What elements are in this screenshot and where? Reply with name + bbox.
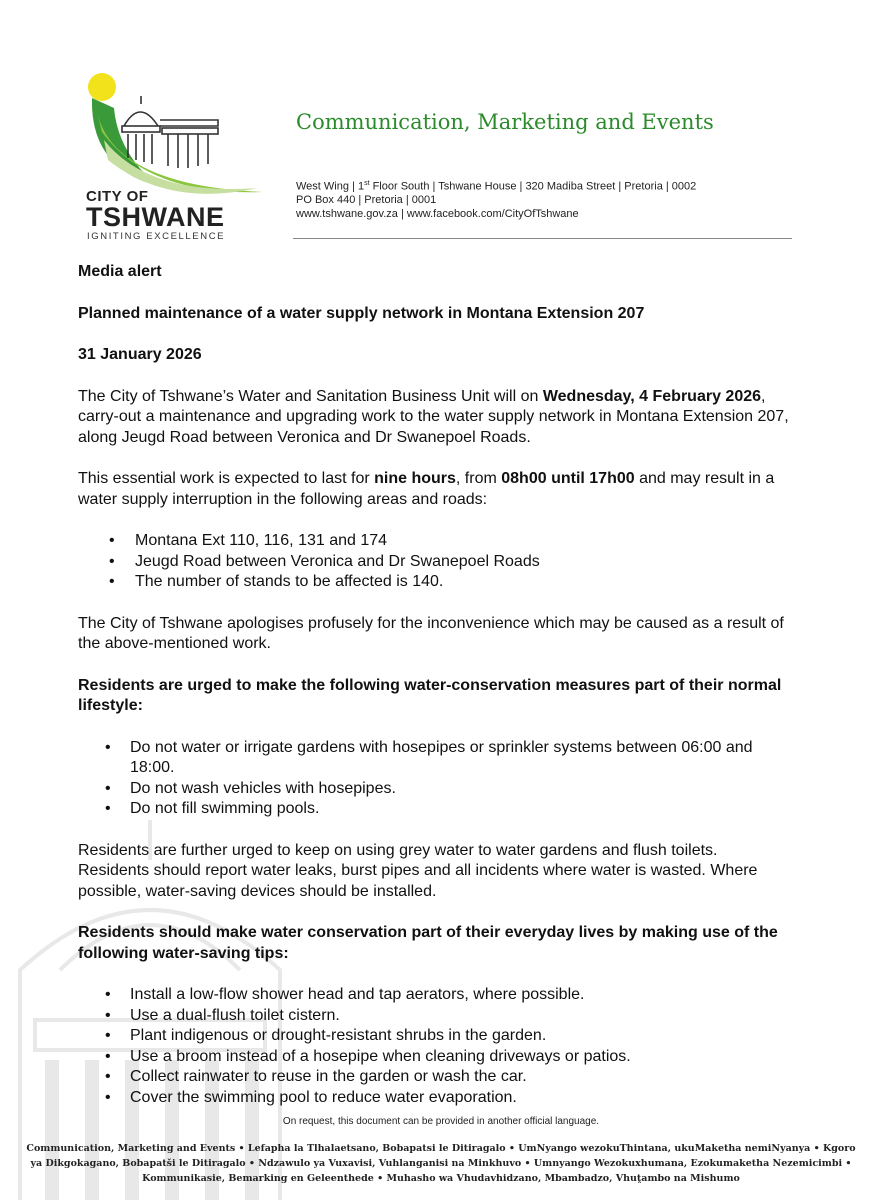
measures-heading: Residents are urged to make the following water-conservation measures part of their normal lifestyle: xyxy=(78,676,782,714)
building-icon xyxy=(122,96,218,168)
document-body xyxy=(78,262,792,1108)
apology-paragraph: The City of Tshwane apologises profusely for the inconvenience which may be caused as a result of the above-mentioned work. xyxy=(78,614,784,652)
grey-water-paragraph: Residents are further urged to keep on using grey water to water gardens and flush toilets. Residents should report water leaks, burst pipes and all incidents where water is wasted. Where possible, water-saving devices should be installed. xyxy=(78,841,758,900)
alert-type: Media alert xyxy=(78,263,162,280)
department-title: Communication, Marketing and Events xyxy=(296,110,714,134)
alert-title: Planned maintenance of a water supply network in Montana Extension 207 xyxy=(78,304,645,322)
list-item: • Do not water or irrigate gardens with hosepipes or sprinkler systems between 06:00 and 18:00. xyxy=(105,738,753,776)
list-item: • Install a low-flow shower head and tap aerators, where possible. xyxy=(105,986,585,1003)
language-note: On request, this document can be provided in another official language. xyxy=(282,1116,600,1127)
measures-list xyxy=(78,738,792,820)
affected-areas-list xyxy=(78,531,792,593)
sun-icon xyxy=(88,73,116,101)
multilingual-footer: Communication, Marketing and Events • Lefapha la Tlhalaetsano, Bobapatsi le Ditiragalo • UmNyango wezokuThintana, ukuMaketha nemiNyanya • Kgoro ya Dikgokagano, Bobapatši le Ditiragalo • Ndzawulo ya Vuxavisi, Vuhlanganisi na Minkhuvo • Umnyango Wezokuxhumana, Ezokumaketha Nezemicimbi • Kommunikasie, Bemarking en Geleenthede • Muhasho wa Vhudavhidzano, Mbambadzo, Vhuṱambo na Mishumo xyxy=(26,1143,856,1184)
tips-heading: Residents should make water conservation part of their everyday lives by making use of the following water-saving tips: xyxy=(78,924,778,962)
list-item: • Do not wash vehicles with hosepipes. xyxy=(105,779,396,797)
list-item: • Use a broom instead of a hosepipe when cleaning driveways or patios. xyxy=(105,1047,631,1065)
tips-list xyxy=(78,985,792,1108)
duration-paragraph: This essential work is expected to last for nine hours, from 08h00 until 17h00 and may result in a water supply interruption in the following areas and roads: xyxy=(78,470,775,508)
logo-tagline: IGNITING EXCELLENCE xyxy=(87,231,226,242)
list-item: • Collect rainwater to reuse in the garden or wash the car. xyxy=(105,1068,527,1085)
list-item: • Do not fill swimming pools. xyxy=(105,800,320,817)
po-box: PO Box 440 | Pretoria | 0001 xyxy=(296,194,437,207)
list-item: • Plant indigenous or drought-resistant shrubs in the garden. xyxy=(105,1027,547,1044)
list-item: • The number of stands to be affected is 140. xyxy=(109,573,444,590)
intro-paragraph: The City of Tshwane’s Water and Sanitation Business Unit will on Wednesday, 4 February 2026, carry-out a maintenance and upgrading work to the water supply network in Montana Extension 207, along Jeugd Road between Veronica and Dr Swanepoel Roads. xyxy=(78,387,789,446)
alert-date: 31 January 2026 xyxy=(78,346,202,363)
logo-city-of: CITY OF xyxy=(86,188,149,205)
header-divider xyxy=(293,238,792,239)
address-block xyxy=(296,177,696,221)
list-item: • Use a dual-flush toilet cistern. xyxy=(105,1006,340,1024)
list-item: • Montana Ext 110, 116, 131 and 174 xyxy=(109,532,388,549)
list-item: • Jeugd Road between Veronica and Dr Swanepoel Roads xyxy=(109,552,540,570)
list-item: • Cover the swimming pool to reduce water evaporation. xyxy=(105,1088,517,1106)
web-links[interactable]: www.tshwane.gov.za | www.facebook.com/CityOfTshwane xyxy=(296,207,579,220)
logo-tshwane: TSHWANE xyxy=(86,202,225,232)
street-address: West Wing | 1st Floor South | Tshwane House | 320 Madiba Street | Pretoria | 0002 xyxy=(296,180,697,193)
